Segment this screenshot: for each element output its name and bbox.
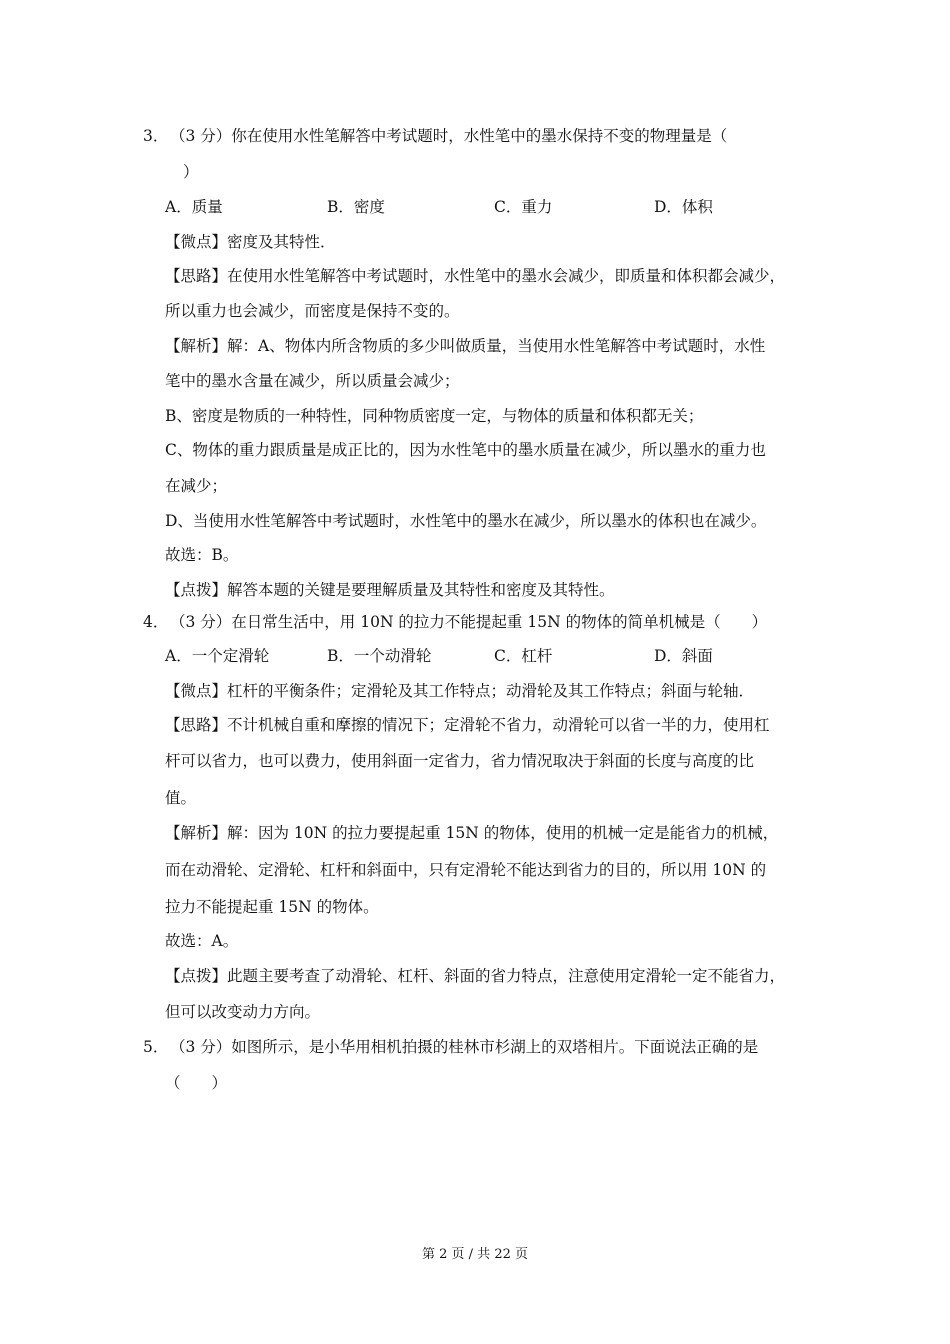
q3-jiexi-line2: 笔中的墨水含量在减少，所以质量会减少； [165,372,460,390]
q3-number: 3． [143,127,169,145]
q4-dianbo-line2: 但可以改变动力方向。 [165,1003,321,1021]
q4-option-a: A．一个定滑轮 [165,647,270,665]
q4-option-d: D．斜面 [654,647,713,665]
q3-dianbo: 【点拨】解答本题的关键是要理解质量及其特性和密度及其特性。 [165,581,615,599]
q4-dianbo-line1: 【点拨】此题主要考查了动滑轮、杠杆、斜面的省力特点，注意使用定滑轮一定不能省力， [165,967,786,985]
q3-jiexi-line4: C、物体的重力跟质量是成正比的，因为水性笔中的墨水质量在减少，所以墨水的重力也 [165,441,766,459]
q3-jiexi-line3: B、密度是物质的一种特性，同种物质密度一定，与物体的质量和体积都无关； [165,407,704,425]
q4-silu-line3: 值。 [165,789,197,807]
q3-jiexi-line1: 【解析】解：A、物体内所含物质的多少叫做质量，当使用水性笔解答中考试题时，水性 [165,337,766,355]
q3-jiexi-line5: 在减少； [165,477,228,495]
q3-option-b: B．密度 [327,198,385,216]
q4-jiexi-line3: 拉力不能提起重 15N 的物体。 [165,898,379,916]
q3-option-a: A．质量 [165,198,223,216]
q3-stem-line1: （3 分）你在使用水性笔解答中考试题时，水性笔中的墨水保持不变的物理量是（ [170,127,728,145]
q5-stem-line2: （ ） [165,1074,228,1092]
q4-weidian: 【微点】杠杆的平衡条件；定滑轮及其工作特点；动滑轮及其工作特点；斜面与轮轴． [165,682,755,700]
q3-stem-line2: ） [183,163,199,181]
q4-silu-line1: 【思路】不计机械自重和摩擦的情况下；定滑轮不省力，动滑轮可以省一半的力，使用杠 [165,716,770,734]
q4-option-b: B．一个动滑轮 [327,647,432,665]
q4-stem: （3 分）在日常生活中，用 10N 的拉力不能提起重 15N 的物体的简单机械是（ ） [170,613,768,631]
q4-silu-line2: 杆可以省力，也可以费力，使用斜面一定省力，省力情况取决于斜面的长度与高度的比 [165,752,755,770]
page-footer: 第 2 页 / 共 22 页 [422,1247,528,1262]
q5-number: 5． [143,1038,169,1056]
q4-option-c: C．杠杆 [494,647,553,665]
q4-jiexi-line1: 【解析】解：因为 10N 的拉力要提起重 15N 的物体，使用的机械一定是能省力的机械， [165,824,779,842]
q3-silu-line2: 所以重力也会减少，而密度是保持不变的。 [165,302,460,320]
q4-jiexi-line2: 而在动滑轮、定滑轮、杠杆和斜面中，只有定滑轮不能达到省力的目的，所以用 10N 的 [165,861,767,879]
q3-answer: 故选：B。 [165,546,239,564]
q3-option-c: C．重力 [494,198,553,216]
q5-stem-line1: （3 分）如图所示，是小华用相机拍摄的桂林市杉湖上的双塔相片。下面说法正确的是 [170,1038,759,1056]
q3-jiexi-line6: D、当使用水性笔解答中考试题时，水性笔中的墨水在减少，所以墨水的体积也在减少。 [165,512,767,530]
q3-weidian: 【微点】密度及其特性． [165,233,336,251]
q3-silu-line1: 【思路】在使用水性笔解答中考试题时，水性笔中的墨水会减少，即质量和体积都会减少， [165,267,786,285]
q3-option-d: D．体积 [654,198,713,216]
q4-number: 4． [143,613,169,631]
q4-answer: 故选：A。 [165,932,239,950]
